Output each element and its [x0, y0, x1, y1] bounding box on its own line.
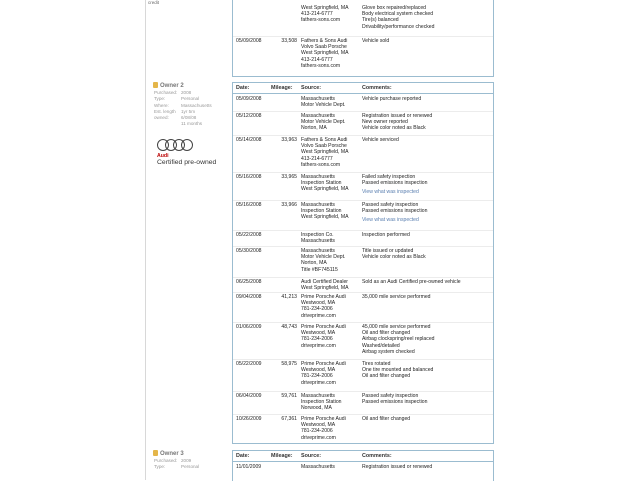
source-line: Westwood, MA: [301, 300, 336, 307]
comment-line: Vehicle color noted as Black: [362, 125, 426, 132]
row-divider: [233, 200, 493, 201]
owner-field: [154, 464, 199, 470]
row-source: [301, 96, 345, 108]
comment-line: Washed/detailed: [362, 342, 400, 349]
source-line: Inspection Station: [301, 180, 342, 187]
source-line: 781-234-2006: [301, 373, 333, 380]
comment-line: 45,000 mile service performed: [362, 324, 431, 330]
owner2-table-header: [233, 83, 493, 94]
comment-line: Passed emissions inspection: [362, 208, 428, 215]
row-divider: [233, 277, 493, 278]
row-date: 05/22/2009: [236, 361, 262, 367]
owner-field-label: Purchased:: [154, 458, 178, 463]
comment-line: Passed emissions inspection: [362, 399, 428, 406]
source-line: Volvo Saab Porsche: [301, 143, 347, 150]
row-source: [301, 202, 348, 221]
row-mileage: 33,966: [281, 202, 297, 208]
row-comments: [362, 96, 421, 102]
comment-line: Tires rotated: [362, 361, 391, 367]
row-date: 05/09/2008: [236, 38, 262, 44]
source-line: Norton, MA: [301, 125, 327, 132]
comment-line: Vehicle sold: [362, 38, 390, 44]
source-line: fathers-sons.com: [301, 62, 341, 69]
row-comments: [362, 294, 431, 300]
corner-text: credit: [148, 0, 160, 5]
row-source: [301, 361, 346, 386]
source-line: Prime Porsche Audi: [301, 361, 346, 367]
comment-line: One tire mounted and balanced: [362, 367, 434, 374]
row-date: 05/12/2008: [236, 113, 262, 119]
owner3-table-header: [233, 451, 493, 462]
comment-line: Oil and filter changed: [362, 373, 411, 380]
comment-line: Body electrical system checked: [362, 11, 434, 18]
row-mileage: 41,213: [281, 294, 297, 300]
row-divider: [233, 246, 493, 247]
owner-field-label: Purchased:: [154, 90, 178, 95]
row-source: [301, 279, 348, 291]
row-date: 01/06/2009: [236, 324, 262, 330]
comment-line: 35,000 mile service performed: [362, 294, 431, 300]
row-divider: [233, 292, 493, 293]
source-line: West Springfield, MA: [301, 186, 349, 193]
row-comments: [362, 137, 399, 143]
row-date: 10/26/2009: [236, 416, 262, 422]
cpo-tagline: Certified pre-owned: [157, 159, 217, 166]
row-mileage: 58,975: [281, 361, 297, 367]
row-date: 05/22/2008: [236, 232, 262, 238]
source-line: Massachusetts: [301, 464, 335, 470]
source-line: West Springfield, MA: [301, 149, 349, 156]
owner2-fields: [154, 90, 212, 128]
row-date: 05/14/2008: [236, 137, 262, 143]
owner-field-label: Type:: [154, 96, 166, 102]
row-mileage: 67,361: [281, 416, 297, 422]
owner-field-value: Massachusetts: [181, 102, 212, 108]
owner-badge-icon: [153, 82, 158, 88]
comment-line: Oil and filter changed: [362, 330, 411, 337]
audi-brand-text: Audi: [157, 153, 169, 159]
row-mileage: 48,743: [281, 324, 297, 330]
row-comments: [362, 38, 389, 44]
owner-field-value: Personal: [181, 96, 200, 102]
owner-field-label: Type:: [154, 464, 166, 470]
header-comments: Comments:: [362, 85, 392, 91]
source-line: Norton, MA: [301, 260, 327, 267]
source-line: 413-214-6777: [301, 155, 333, 162]
view-inspection-link[interactable]: View what was inspected: [362, 189, 419, 196]
row-comments: [362, 279, 461, 285]
row-comments: [362, 5, 434, 30]
source-line: Inspection Co.: [301, 232, 334, 238]
source-line: Massachusetts: [301, 238, 335, 245]
header-comments: Comments:: [362, 453, 392, 459]
row-divider: [233, 230, 493, 231]
owner3-fields: [154, 458, 199, 471]
row-divider: [233, 391, 493, 392]
row-source: [301, 248, 345, 273]
source-line: driveprime.com: [301, 312, 336, 319]
row-comments: [362, 248, 426, 260]
row-source: [301, 38, 348, 69]
row-divider: [233, 172, 493, 173]
owner-field-value: 2009: [181, 458, 192, 463]
source-line: West Springfield, MA: [301, 214, 349, 221]
owner-field-label: Where:: [154, 102, 169, 108]
owner-field-value: Personal: [181, 464, 200, 470]
owner1-history-table: [232, 0, 494, 77]
comment-line: Airbag system checked: [362, 348, 415, 355]
header-source: Source:: [301, 453, 322, 459]
row-mileage: 33,508: [281, 38, 297, 44]
comment-line: Passed safety inspection: [362, 202, 419, 208]
source-line: West Springfield, MA: [301, 5, 349, 11]
row-date: 05/09/2008: [236, 96, 262, 102]
source-line: Massachusetts: [301, 248, 335, 254]
row-date: 06/04/2009: [236, 393, 262, 399]
source-line: fathers-sons.com: [301, 161, 341, 168]
source-line: fathers-sons.com: [301, 17, 341, 24]
row-comments: [362, 202, 427, 224]
row-source: [301, 464, 335, 470]
comment-line: Tire(s) balanced: [362, 17, 399, 24]
row-divider: [233, 414, 493, 415]
row-comments: [362, 113, 432, 132]
comment-line: Registration issued or renewed: [362, 464, 433, 470]
source-line: Inspection Station: [301, 399, 342, 406]
row-source: [301, 294, 346, 319]
source-line: West Springfield, MA: [301, 50, 349, 57]
source-line: Motor Vehicle Dept.: [301, 102, 346, 109]
row-comments: [362, 324, 434, 355]
owner3-info: [153, 450, 231, 478]
row-source: [301, 174, 348, 193]
comment-line: Title issued or updated: [362, 248, 414, 254]
row-source: [301, 393, 342, 412]
row-source: [301, 324, 346, 349]
row-divider: [233, 36, 493, 37]
comment-line: Vehicle purchase reported: [362, 96, 422, 102]
source-line: Title #BF745115: [301, 266, 338, 273]
source-line: Westwood, MA: [301, 367, 336, 374]
page-edge: [145, 0, 146, 480]
row-date: 06/25/2008: [236, 279, 262, 285]
comment-line: Oil and filter changed: [362, 416, 411, 422]
row-date: 09/04/2008: [236, 294, 262, 300]
owner-field: [154, 121, 212, 127]
row-divider: [233, 135, 493, 136]
source-line: driveprime.com: [301, 434, 336, 441]
source-line: Motor Vehicle Dept.: [301, 254, 346, 261]
row-date: 05/30/2008: [236, 248, 262, 254]
source-line: 413-214-6777: [301, 56, 333, 63]
comment-line: Sold as an Audi Certified pre-owned vehicle: [362, 279, 461, 285]
row-date: 11/01/2009: [236, 464, 262, 470]
header-source: Source:: [301, 85, 322, 91]
source-line: 781-234-2006: [301, 428, 333, 435]
owner-field-label: Est. length: [154, 108, 176, 114]
row-source: [301, 113, 345, 132]
row-comments: [362, 464, 432, 470]
source-line: Fathers & Sons Audi: [301, 137, 348, 143]
owner-field-label: owned:: [154, 115, 169, 121]
source-line: Norwood, MA: [301, 405, 332, 412]
audi-cpo-logo: [157, 139, 216, 166]
comment-line: Glove box repaired/replaced: [362, 5, 426, 11]
comment-line: Vehicle color noted as Black: [362, 254, 426, 261]
row-mileage: 33,965: [281, 174, 297, 180]
source-line: Motor Vehicle Dept.: [301, 119, 346, 126]
owner2-history-table: [232, 82, 494, 444]
owner-field-value: 11 months: [181, 121, 203, 127]
row-source: [301, 416, 346, 441]
row-date: 05/16/2008: [236, 174, 262, 180]
row-divider: [233, 322, 493, 323]
comment-line: Inspection performed: [362, 232, 410, 238]
source-line: Massachusetts: [301, 113, 335, 119]
header-date: Date:: [236, 85, 250, 91]
source-line: Massachusetts: [301, 96, 335, 102]
owner2-title: Owner 2: [153, 82, 184, 89]
audi-rings-icon: [157, 139, 195, 151]
row-source: [301, 232, 335, 244]
owner-badge-icon: [153, 450, 158, 456]
owner-field-value: 2008: [181, 90, 192, 95]
source-line: 781-234-2006: [301, 306, 333, 313]
row-comments: [362, 174, 427, 196]
header-mileage: Mileage:: [271, 85, 293, 91]
source-line: Westwood, MA: [301, 330, 336, 337]
comment-line: Passed safety inspection: [362, 393, 419, 399]
source-line: Westwood, MA: [301, 422, 336, 429]
owner-field-value: 1yr 5m: [181, 108, 196, 114]
source-line: Audi Certified Dealer: [301, 279, 348, 285]
source-line: Massachusetts: [301, 393, 335, 399]
row-source: [301, 137, 348, 168]
source-line: Prime Porsche Audi: [301, 294, 346, 300]
comment-line: Vehicle serviced: [362, 137, 399, 143]
row-date: 05/16/2008: [236, 202, 262, 208]
owner3-history-table: [232, 450, 494, 481]
row-source: [301, 5, 348, 24]
row-mileage: 59,761: [281, 393, 297, 399]
owner2-info: [153, 82, 231, 132]
source-line: Prime Porsche Audi: [301, 416, 346, 422]
comment-line: New owner reported: [362, 119, 408, 126]
source-line: 413-214-6777: [301, 11, 333, 18]
row-mileage: 33,963: [281, 137, 297, 143]
row-comments: [362, 416, 410, 422]
row-divider: [233, 111, 493, 112]
row-comments: [362, 232, 410, 238]
view-inspection-link[interactable]: View what was inspected: [362, 217, 419, 224]
row-comments: [362, 393, 427, 405]
source-line: driveprime.com: [301, 379, 336, 386]
comment-line: Passed emissions inspection: [362, 180, 428, 187]
row-divider: [233, 359, 493, 360]
source-line: Massachusetts: [301, 202, 335, 208]
header-date: Date:: [236, 453, 250, 459]
source-line: driveprime.com: [301, 342, 336, 349]
comment-line: Drivability/performance checked: [362, 23, 435, 30]
source-line: Inspection Station: [301, 208, 342, 215]
source-line: Fathers & Sons Audi: [301, 38, 348, 44]
source-line: 781-234-2006: [301, 336, 333, 343]
comment-line: Failed safety inspection: [362, 174, 416, 180]
source-line: West Springfield, MA: [301, 285, 349, 292]
comment-line: Registration issued or renewed: [362, 113, 433, 119]
header-mileage: Mileage:: [271, 453, 293, 459]
source-line: Massachusetts: [301, 174, 335, 180]
owner3-title: Owner 3: [153, 450, 184, 457]
row-comments: [362, 361, 433, 380]
source-line: Prime Porsche Audi: [301, 324, 346, 330]
comment-line: Airbag clockspring/reel replaced: [362, 336, 435, 343]
owner-field-value: 6/08/08: [181, 115, 197, 121]
source-line: Volvo Saab Porsche: [301, 44, 347, 51]
